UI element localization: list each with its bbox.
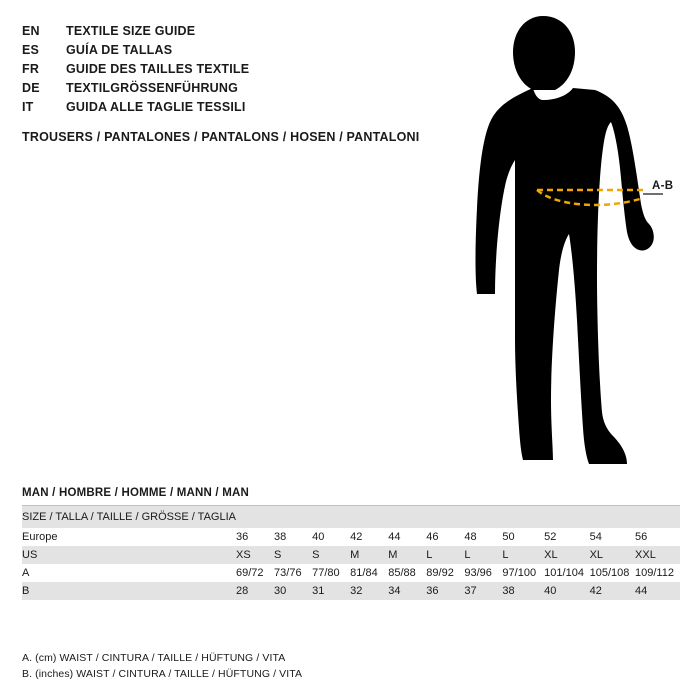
table-row: [22, 564, 680, 582]
cell: 34: [388, 582, 426, 600]
cell: L: [426, 546, 464, 564]
cell: 50: [502, 528, 544, 546]
language-code: FR: [22, 62, 40, 76]
row-label: Europe: [22, 528, 236, 546]
cell: S: [274, 546, 312, 564]
table-group-title: MAN / HOMBRE / HOMME / MANN / MAN: [22, 487, 680, 506]
language-row: [22, 79, 472, 98]
cell: 42: [590, 582, 635, 600]
language-row: [22, 98, 472, 117]
cell: 69/72: [236, 564, 274, 582]
cell: 73/76: [274, 564, 312, 582]
cell: L: [502, 546, 544, 564]
cell: XL: [590, 546, 635, 564]
cell: 42: [350, 528, 388, 546]
cell: 81/84: [350, 564, 388, 582]
cell: 37: [464, 582, 502, 600]
table-row: [22, 546, 680, 564]
cell: S: [312, 546, 350, 564]
man-silhouette-figure: [455, 8, 685, 478]
cell: 48: [464, 528, 502, 546]
cell: 54: [590, 528, 635, 546]
silhouette-body-shape: [476, 16, 654, 464]
language-title-list: [22, 22, 472, 117]
row-label: US: [22, 546, 236, 564]
cell: 40: [312, 528, 350, 546]
cell: 46: [426, 528, 464, 546]
language-row: [22, 22, 472, 41]
cell: 52: [544, 528, 589, 546]
footnote-a: A. (cm) WAIST / CINTURA / TAILLE / HÜFTUNG / VITA: [22, 652, 286, 664]
language-code: IT: [22, 100, 34, 114]
cell: M: [388, 546, 426, 564]
cell: XS: [236, 546, 274, 564]
language-row: [22, 41, 472, 60]
row-label: B: [22, 582, 236, 600]
cell: 93/96: [464, 564, 502, 582]
language-code: ES: [22, 43, 40, 57]
cell: 31: [312, 582, 350, 600]
size-table: [22, 506, 680, 600]
row-label: A: [22, 564, 236, 582]
cell: 77/80: [312, 564, 350, 582]
cell: 30: [274, 582, 312, 600]
cell: 109/112: [635, 564, 680, 582]
footnote-b: B. (inches) WAIST / CINTURA / TAILLE / HÜFTUNG / VITA: [22, 668, 303, 680]
cell: 97/100: [502, 564, 544, 582]
language-title: TEXTILGRÖSSENFÜHRUNG: [66, 81, 239, 95]
language-code: EN: [22, 24, 40, 38]
cell: 40: [544, 582, 589, 600]
cell: 56: [635, 528, 680, 546]
cell: M: [350, 546, 388, 564]
footnotes: [22, 650, 302, 682]
table-header-row: [22, 506, 680, 528]
measure-label-ab: A-B: [652, 180, 674, 192]
cell: 38: [502, 582, 544, 600]
cell: 44: [388, 528, 426, 546]
language-code: DE: [22, 81, 40, 95]
cell: XL: [544, 546, 589, 564]
language-row: [22, 60, 472, 79]
cell: 32: [350, 582, 388, 600]
language-title: GUIDE DES TAILLES TEXTILE: [66, 62, 250, 76]
table-row: [22, 528, 680, 546]
cell: 38: [274, 528, 312, 546]
cell: L: [464, 546, 502, 564]
table-header-label: SIZE / TALLA / TAILLE / GRÖSSE / TAGLIA: [22, 506, 236, 528]
cell: XXL: [635, 546, 680, 564]
cell: 85/88: [388, 564, 426, 582]
cell: 105/108: [590, 564, 635, 582]
table-row: [22, 582, 680, 600]
size-table-area: [22, 487, 680, 600]
language-title: TEXTILE SIZE GUIDE: [66, 24, 196, 38]
cell: 89/92: [426, 564, 464, 582]
cell: 101/104: [544, 564, 589, 582]
language-title: GUÍA DE TALLAS: [66, 43, 173, 57]
cell: 28: [236, 582, 274, 600]
garment-type-line: TROUSERS / PANTALONES / PANTALONS / HOSEN / PANTALONI: [22, 130, 420, 144]
cell: 36: [236, 528, 274, 546]
cell: 36: [426, 582, 464, 600]
cell: 44: [635, 582, 680, 600]
language-title: GUIDA ALLE TAGLIE TESSILI: [66, 100, 246, 114]
